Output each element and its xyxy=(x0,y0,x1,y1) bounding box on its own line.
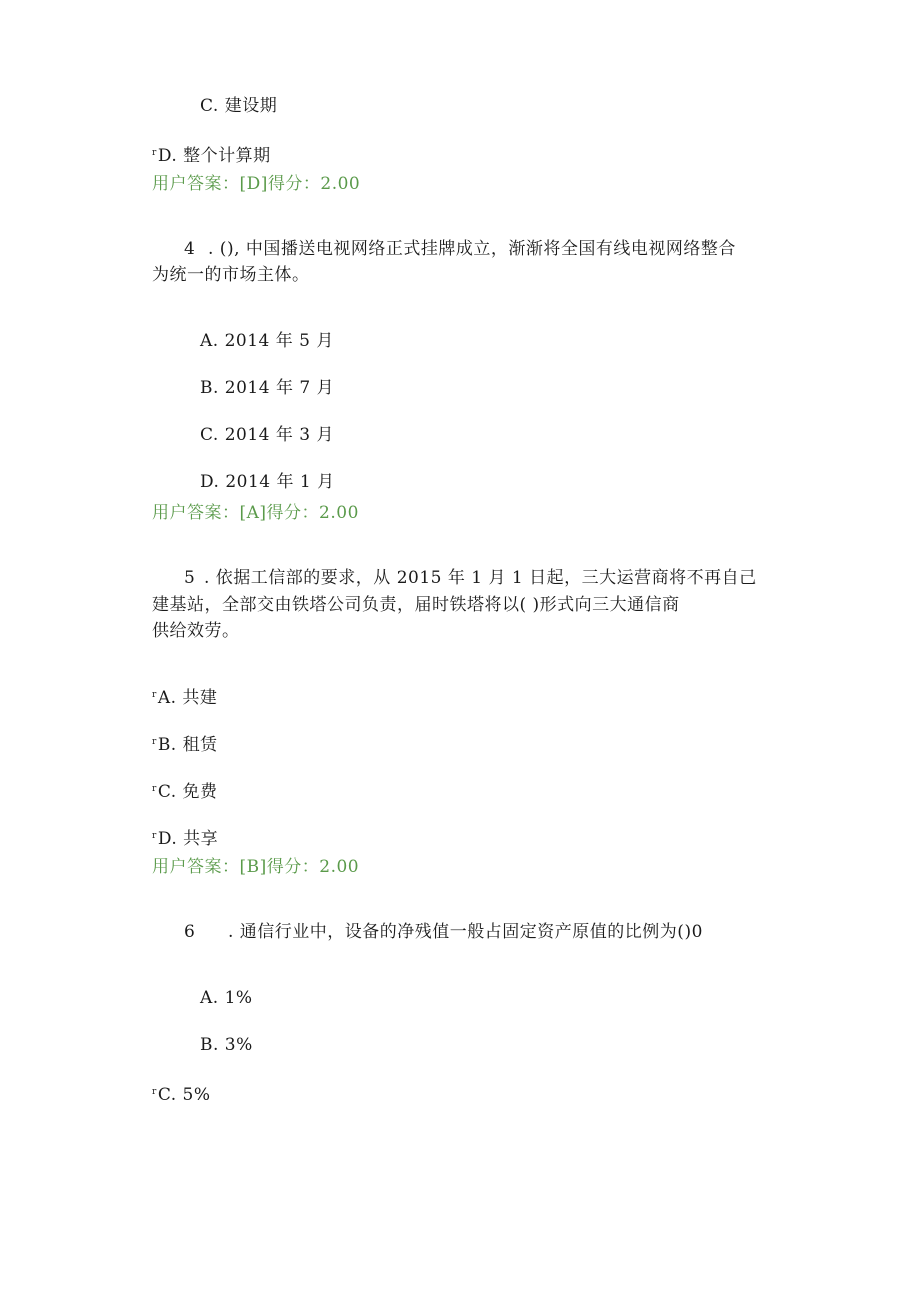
q3-user-answer: 用户答案：[D]得分：2.00 xyxy=(152,174,361,194)
radio-marker-icon: r xyxy=(152,1087,157,1097)
radio-marker-icon: r xyxy=(152,148,157,158)
q5-option-a[interactable] xyxy=(152,684,217,709)
q5-number: 5 xyxy=(184,568,196,588)
q5-option-b-label: B. 租赁 xyxy=(157,735,218,755)
q3-option-d[interactable] xyxy=(152,142,271,167)
q5-stem-line2: 建基站，全部交由铁塔公司负责，届时铁塔将以( )形式向三大通信商 xyxy=(152,595,680,615)
q5-option-b[interactable] xyxy=(152,731,218,756)
q5-user-answer: 用户答案：[B]得分：2.00 xyxy=(152,857,360,877)
q5-option-c-label: C. 免费 xyxy=(157,782,218,802)
q5-stem-line1 xyxy=(184,567,757,589)
q3-option-c[interactable]: C. 建设期 xyxy=(200,96,278,116)
q4-option-c[interactable]: C. 2014 年 3 月 xyxy=(200,425,334,445)
q6-number: 6 xyxy=(184,922,196,942)
q5-option-d-label: D. 共享 xyxy=(157,829,219,849)
q4-user-answer: 用户答案：[A]得分：2.00 xyxy=(152,503,359,523)
q5-stem-line3: 供给效劳。 xyxy=(152,621,240,641)
q4-number: 4 xyxy=(184,239,196,259)
radio-marker-icon: r xyxy=(152,784,157,794)
q5-option-c[interactable] xyxy=(152,778,218,803)
q6-option-a[interactable]: A. 1% xyxy=(200,988,253,1008)
q6-option-b[interactable]: B. 3% xyxy=(200,1035,253,1055)
q3-option-d-label: D. 整个计算期 xyxy=(157,146,271,166)
q6-stem-line1 xyxy=(184,921,703,943)
q5-option-d[interactable] xyxy=(152,825,218,850)
q5-option-a-label: A. 共建 xyxy=(157,688,218,708)
q4-option-b[interactable]: B. 2014 年 7 月 xyxy=(200,378,335,398)
q4-stem-line1 xyxy=(184,238,736,260)
radio-marker-icon: r xyxy=(152,690,157,700)
q6-stem-text1: . 通信行业中，设备的净残值一般占固定资产原值的比例为()0 xyxy=(228,922,703,942)
q4-option-d[interactable]: D. 2014 年 1 月 xyxy=(200,472,335,492)
radio-marker-icon: r xyxy=(152,831,157,841)
radio-marker-icon: r xyxy=(152,737,157,747)
q4-stem-line2: 为统一的市场主体。 xyxy=(152,265,310,285)
q6-option-c[interactable] xyxy=(152,1081,211,1106)
q4-option-a[interactable]: A. 2014 年 5 月 xyxy=(200,331,334,351)
q6-option-c-label: C. 5% xyxy=(157,1085,211,1105)
q5-stem-text1: . 依据工信部的要求，从 2015 年 1 月 1 日起，三大运营商将不再自己 xyxy=(204,568,757,588)
q4-stem-text1: . (), 中国播送电视网络正式挂牌成立，渐渐将全国有线电视网络整合 xyxy=(208,239,736,259)
